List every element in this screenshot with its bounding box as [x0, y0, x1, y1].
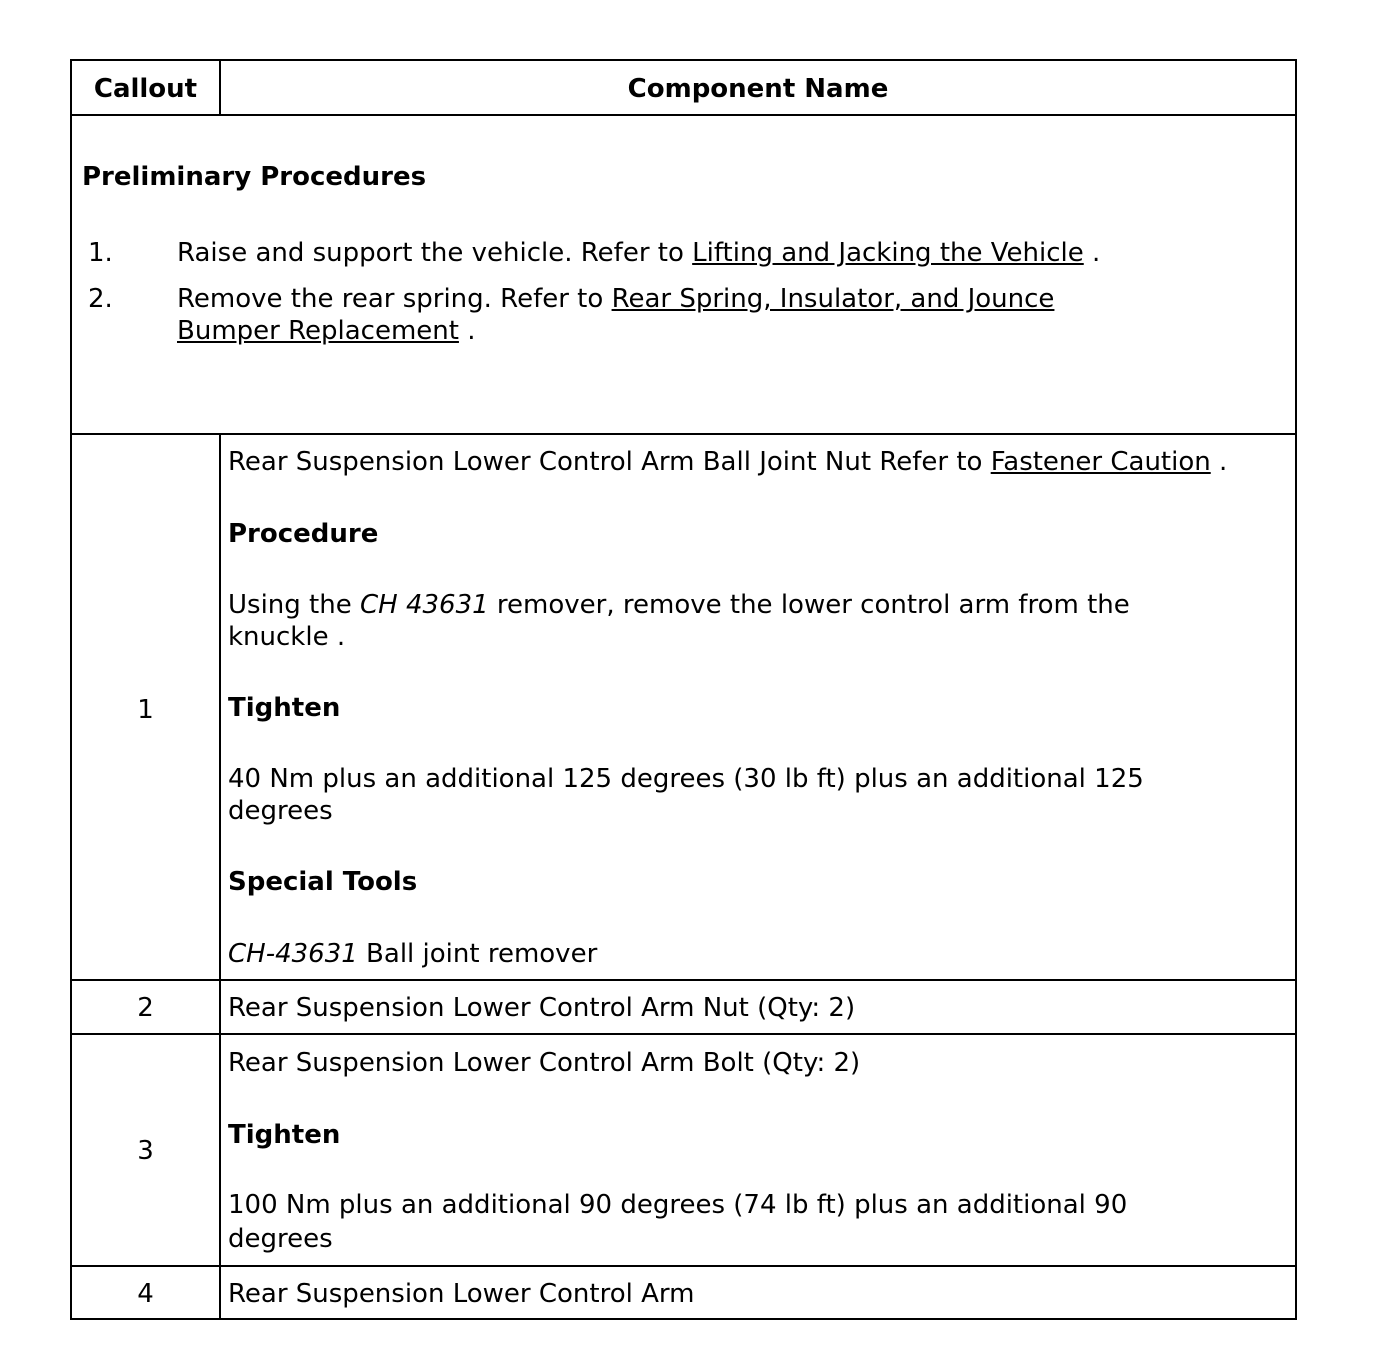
row-2-callout: 2	[137, 993, 154, 1023]
rear-spring-link-cont[interactable]: Bumper Replacement	[177, 316, 459, 346]
header-callout: Callout	[93, 74, 198, 104]
fastener-caution-link[interactable]: Fastener Caution	[990, 447, 1211, 477]
row1-divider	[72, 979, 1295, 981]
lifting-jacking-link[interactable]: Lifting and Jacking the Vehicle	[692, 238, 1084, 268]
row-1-tools-heading: Special Tools	[228, 867, 418, 897]
step-1-text: Raise and support the vehicle. Refer to	[177, 238, 693, 268]
preliminary-divider	[72, 433, 1295, 435]
header-divider	[72, 114, 1295, 116]
step-1-after: .	[1083, 238, 1101, 268]
step-2-text: Remove the rear spring. Refer to	[177, 284, 612, 314]
row-2-name: Rear Suspension Lower Control Arm Nut (Qty: 2)	[228, 993, 856, 1023]
row-1-name-text: Rear Suspension Lower Control Arm Ball Joint Nut Refer to	[228, 447, 991, 477]
row2-divider	[72, 1033, 1295, 1035]
step-2-number: 2.	[88, 284, 113, 314]
row-4-callout: 4	[137, 1279, 154, 1309]
step-2-after: .	[458, 316, 476, 346]
row-1-procedure	[228, 588, 1130, 622]
row-1-tighten-line2: degrees	[228, 796, 333, 826]
tool-desc: Ball joint remover	[357, 939, 598, 969]
row-1-procedure-heading: Procedure	[228, 519, 379, 549]
step-2	[177, 282, 1054, 316]
row-1-tighten-line1: 40 Nm plus an additional 125 degrees (30 lb ft) plus an additional 125	[228, 764, 1144, 794]
step-1	[177, 236, 1100, 270]
step-1-number: 1.	[88, 238, 113, 268]
tool-code: CH-43631	[228, 939, 358, 969]
row-1-name-after: .	[1210, 447, 1228, 477]
row-3-tighten-line1: 100 Nm plus an additional 90 degrees (74 lb ft) plus an additional 90	[228, 1190, 1128, 1220]
row-4-name: Rear Suspension Lower Control Arm	[228, 1279, 695, 1309]
row-3-tighten-heading: Tighten	[228, 1120, 341, 1150]
header-component-name: Component Name	[627, 74, 889, 104]
procedure-tool: CH 43631	[359, 590, 489, 620]
rear-spring-link[interactable]: Rear Spring, Insulator, and Jounce	[611, 284, 1055, 314]
row-3-name: Rear Suspension Lower Control Arm Bolt (Qty: 2)	[228, 1048, 861, 1078]
procedure-pre: Using the	[228, 590, 360, 620]
row-1-tool	[228, 937, 597, 971]
row-1-name	[228, 445, 1227, 479]
row-3-tighten-line2: degrees	[228, 1224, 333, 1254]
component-table	[70, 59, 1297, 1320]
row-1-procedure-line2: knuckle .	[228, 622, 346, 652]
body-column-divider	[219, 433, 221, 1318]
row-3-callout: 3	[137, 1136, 154, 1166]
row-1-tighten-heading: Tighten	[228, 693, 341, 723]
row3-divider	[72, 1265, 1295, 1267]
preliminary-title: Preliminary Procedures	[82, 162, 427, 192]
step-2-line2	[177, 314, 475, 348]
procedure-post: remover, remove the lower control arm from the	[488, 590, 1130, 620]
row-1-callout: 1	[137, 695, 154, 725]
